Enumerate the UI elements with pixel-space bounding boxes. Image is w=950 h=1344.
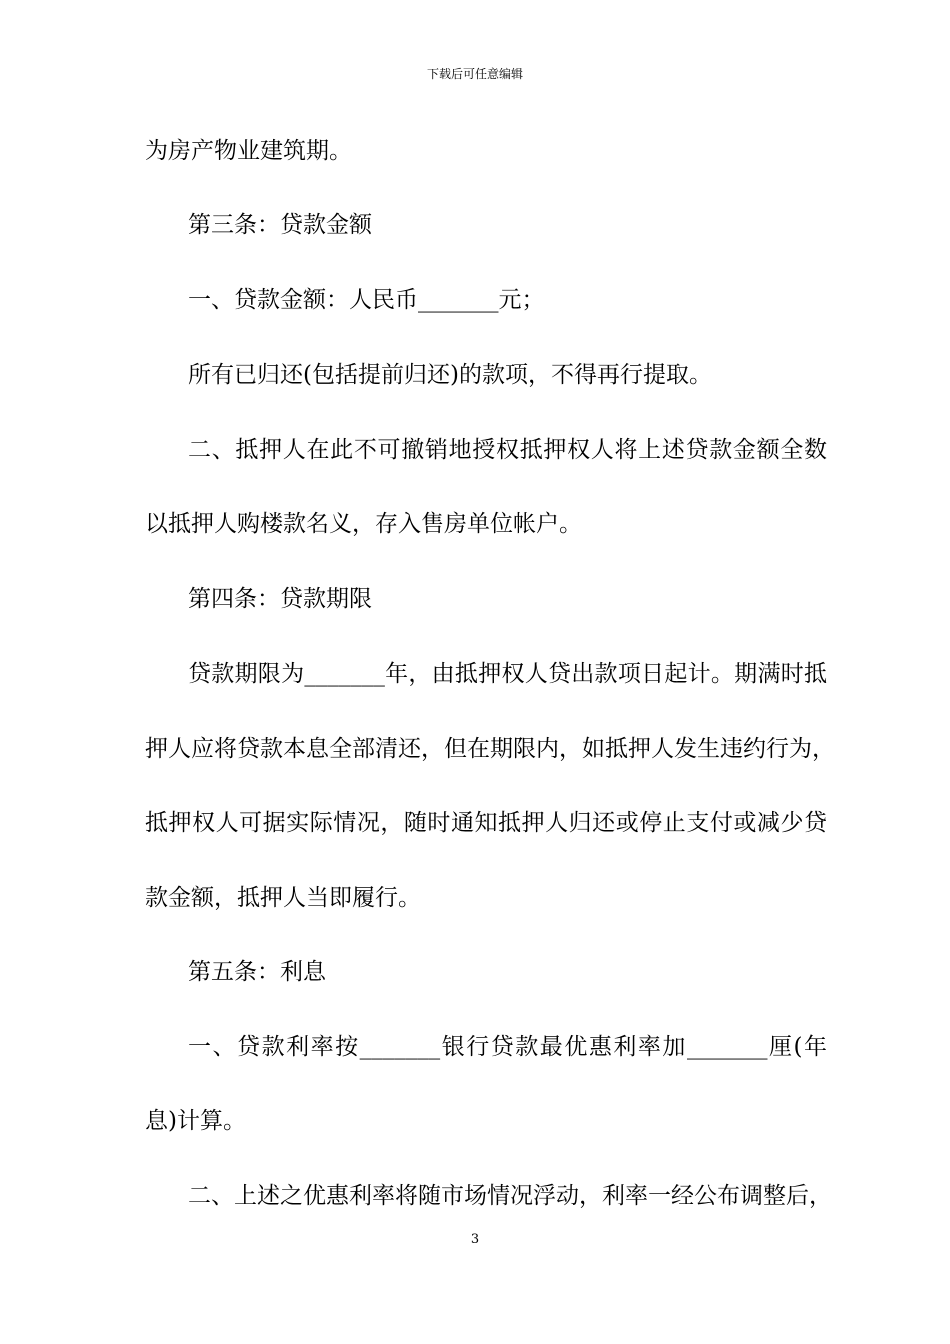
text-line: 一、贷款利率按_______银行贷款最优惠利率加_______厘(年 [188, 1034, 827, 1060]
text-line: 息)计算。 [145, 1108, 246, 1134]
text-line: 押人应将贷款本息全部清还，但在期限内，如抵押人发生违约行为， [145, 736, 835, 762]
page-number: 3 [470, 1232, 480, 1247]
text-line: 所有已归还(包括提前归还)的款项，不得再行提取。 [188, 362, 712, 388]
text-line: 为房产物业建筑期。 [145, 138, 352, 164]
text-line: 抵押权人可据实际情况，随时通知抵押人归还或停止支付或减少贷 [145, 810, 827, 836]
text-line: 以抵押人购楼款名义，存入售房单位帐户。 [145, 511, 582, 537]
text-line: 一、贷款金额：人民币_______元； [188, 287, 545, 313]
section-heading: 第三条：贷款金额 [188, 212, 372, 238]
text-line: 二、抵押人在此不可撤销地授权抵押权人将上述贷款金额全数 [188, 437, 827, 463]
page-header: 下载后可任意编辑 [426, 67, 523, 81]
text-line: 贷款期限为_______年，由抵押权人贷出款项日起计。期满时抵 [188, 661, 827, 687]
section-heading: 第五条：利息 [188, 959, 326, 985]
section-heading: 第四条：贷款期限 [188, 586, 372, 612]
text-line: 款金额，抵押人当即履行。 [145, 885, 421, 911]
text-line: 二、上述之优惠利率将随市场情况浮动，利率一经公布调整后， [188, 1183, 832, 1209]
